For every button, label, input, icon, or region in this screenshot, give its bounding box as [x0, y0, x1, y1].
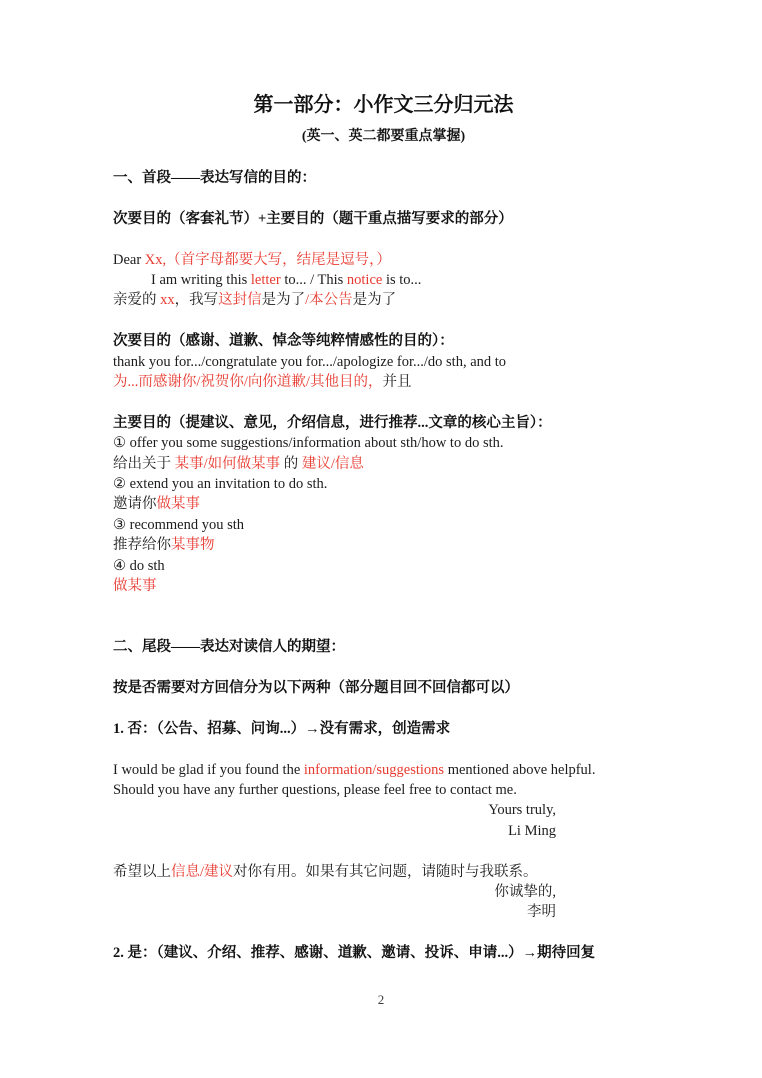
text-segment: I would be glad if you found the [113, 761, 304, 778]
line-item1-cn [113, 454, 654, 474]
text-segment: 给出关于 [113, 455, 175, 472]
text-segment: 你诚挚的, [494, 884, 556, 901]
text-segment: I am writing this [151, 272, 251, 288]
line-questions-en [113, 780, 654, 800]
heading-type-no [113, 719, 654, 739]
text-segment: 按是否需要对方回信分为以下两种（部分题目回不回信都可以） [113, 680, 519, 697]
blank-line [113, 698, 654, 718]
blank-line [113, 617, 654, 637]
blank-line [113, 188, 654, 208]
heading-closing-paragraph [113, 637, 654, 657]
line-thank-you-cn [113, 372, 654, 392]
blank-line [113, 841, 654, 861]
line-glad-en [113, 760, 654, 780]
text-segment: (英一、英二都要重点掌握) [301, 129, 466, 144]
doc-title [113, 90, 654, 120]
page-number: 2 [377, 992, 385, 1007]
line-item2-cn [113, 494, 654, 514]
text-segment: is to... [382, 272, 422, 288]
heading-main-purpose [113, 413, 654, 433]
text-segment: xx [160, 292, 175, 309]
text-segment: /本公告 [305, 292, 353, 309]
text-segment: ① offer you some suggestions/information about sth/how to do sth. [113, 435, 504, 452]
text-segment: 希望以上 [113, 863, 171, 880]
text-segment: mentioned above helpful. [444, 761, 596, 778]
text-segment: ③ recommend you sth [113, 516, 244, 533]
text-segment: information/suggestions [303, 761, 445, 778]
text-segment: 对你有用。如果有其它问题，请随时与我联系。 [233, 863, 538, 880]
text-segment: 次要目的（客套礼节）+主要目的（题干重点描写要求的部分） [113, 210, 513, 227]
text-segment: 这封信 [218, 292, 262, 309]
doc-subtitle [113, 126, 654, 148]
line-li-ming-en [113, 821, 654, 841]
line-dear-en [113, 250, 654, 270]
text-segment: 信息/建议 [171, 863, 234, 880]
line-item3-cn [113, 535, 654, 555]
heading-secondary-purpose [113, 331, 654, 351]
text-segment: 次要目的（感谢、道歉、悼念等纯粹情感性的目的）： [113, 333, 454, 350]
text-segment: 是为了 [352, 292, 397, 309]
heading-secondary-plus-main-purpose [113, 209, 654, 229]
text-segment: ② extend you an invitation to do sth. [113, 476, 328, 493]
text-segment: 一、首段——表达写信的目的： [113, 170, 316, 186]
line-hope-cn [113, 862, 654, 882]
text-segment: 1. 否：（公告、招募、问询...）→没有需求，创造需求 [113, 720, 451, 737]
blank-line [113, 392, 654, 412]
text-segment: 的 [280, 455, 302, 472]
heading-reply-types [113, 678, 654, 698]
text-segment: Should you have any further questions, please feel free to contact me. [113, 782, 517, 799]
document-body [113, 90, 654, 964]
blank-line [113, 739, 654, 759]
text-segment: 李明 [527, 904, 556, 921]
blank-line [113, 229, 654, 249]
line-thank-you-en [113, 352, 654, 372]
text-segment: letter [250, 272, 281, 288]
text-segment: 邀请你 [113, 496, 157, 513]
text-segment: 亲爱的 [113, 292, 161, 309]
line-dear-cn [113, 290, 654, 310]
text-segment: Yours truly, [488, 802, 556, 819]
text-segment: Li Ming [508, 822, 556, 839]
text-segment: Dear [113, 251, 145, 268]
heading-first-paragraph [113, 168, 654, 188]
text-segment: 建议/信息 [301, 455, 364, 472]
line-item4-en [113, 556, 654, 576]
text-segment: 第一部分：小作文三分归元法 [253, 94, 514, 116]
line-item4-cn [113, 576, 654, 596]
text-segment: to... / This [280, 272, 347, 288]
text-segment: 是为了 [261, 292, 306, 309]
blank-line [113, 311, 654, 331]
text-segment: ④ do sth [113, 557, 165, 574]
line-item2-en [113, 474, 654, 494]
text-segment: 某事/如何做某事 [174, 455, 281, 472]
text-segment: 2. 是：（建议、介绍、推荐、感谢、道歉、邀请、投诉、申请...）→期待回复 [113, 945, 596, 962]
text-segment: notice [346, 272, 383, 288]
blank-line [113, 596, 654, 616]
text-segment: 主要目的（提建议、意见，介绍信息，进行推荐...文章的核心主旨）： [113, 414, 552, 431]
text-segment: 二、尾段——表达对读信人的期望： [113, 639, 345, 656]
text-segment: 为...而感谢你/祝贺你/向你道歉/其他目的， [113, 374, 383, 391]
line-li-ming-cn [113, 902, 654, 922]
text-segment: ，我写 [174, 292, 219, 309]
text-segment: 并且 [382, 374, 412, 391]
blank-line [113, 658, 654, 678]
line-item3-en [113, 515, 654, 535]
line-yours-truly [113, 800, 654, 820]
line-item1-en [113, 433, 654, 453]
line-sincerely-cn [113, 882, 654, 902]
heading-type-yes [113, 943, 654, 963]
text-segment: Xx,（首字母都要大写，结尾是逗号，） [144, 251, 391, 268]
text-segment: 某事物 [171, 537, 215, 554]
blank-line [113, 923, 654, 943]
text-segment: 做某事 [156, 496, 200, 513]
text-segment: 推荐给你 [113, 537, 171, 554]
text-segment: 做某事 [113, 578, 157, 595]
text-segment: thank you for.../congratulate you for.../apologize for.../do sth, and to [113, 353, 507, 370]
line-i-am-writing [113, 270, 654, 290]
